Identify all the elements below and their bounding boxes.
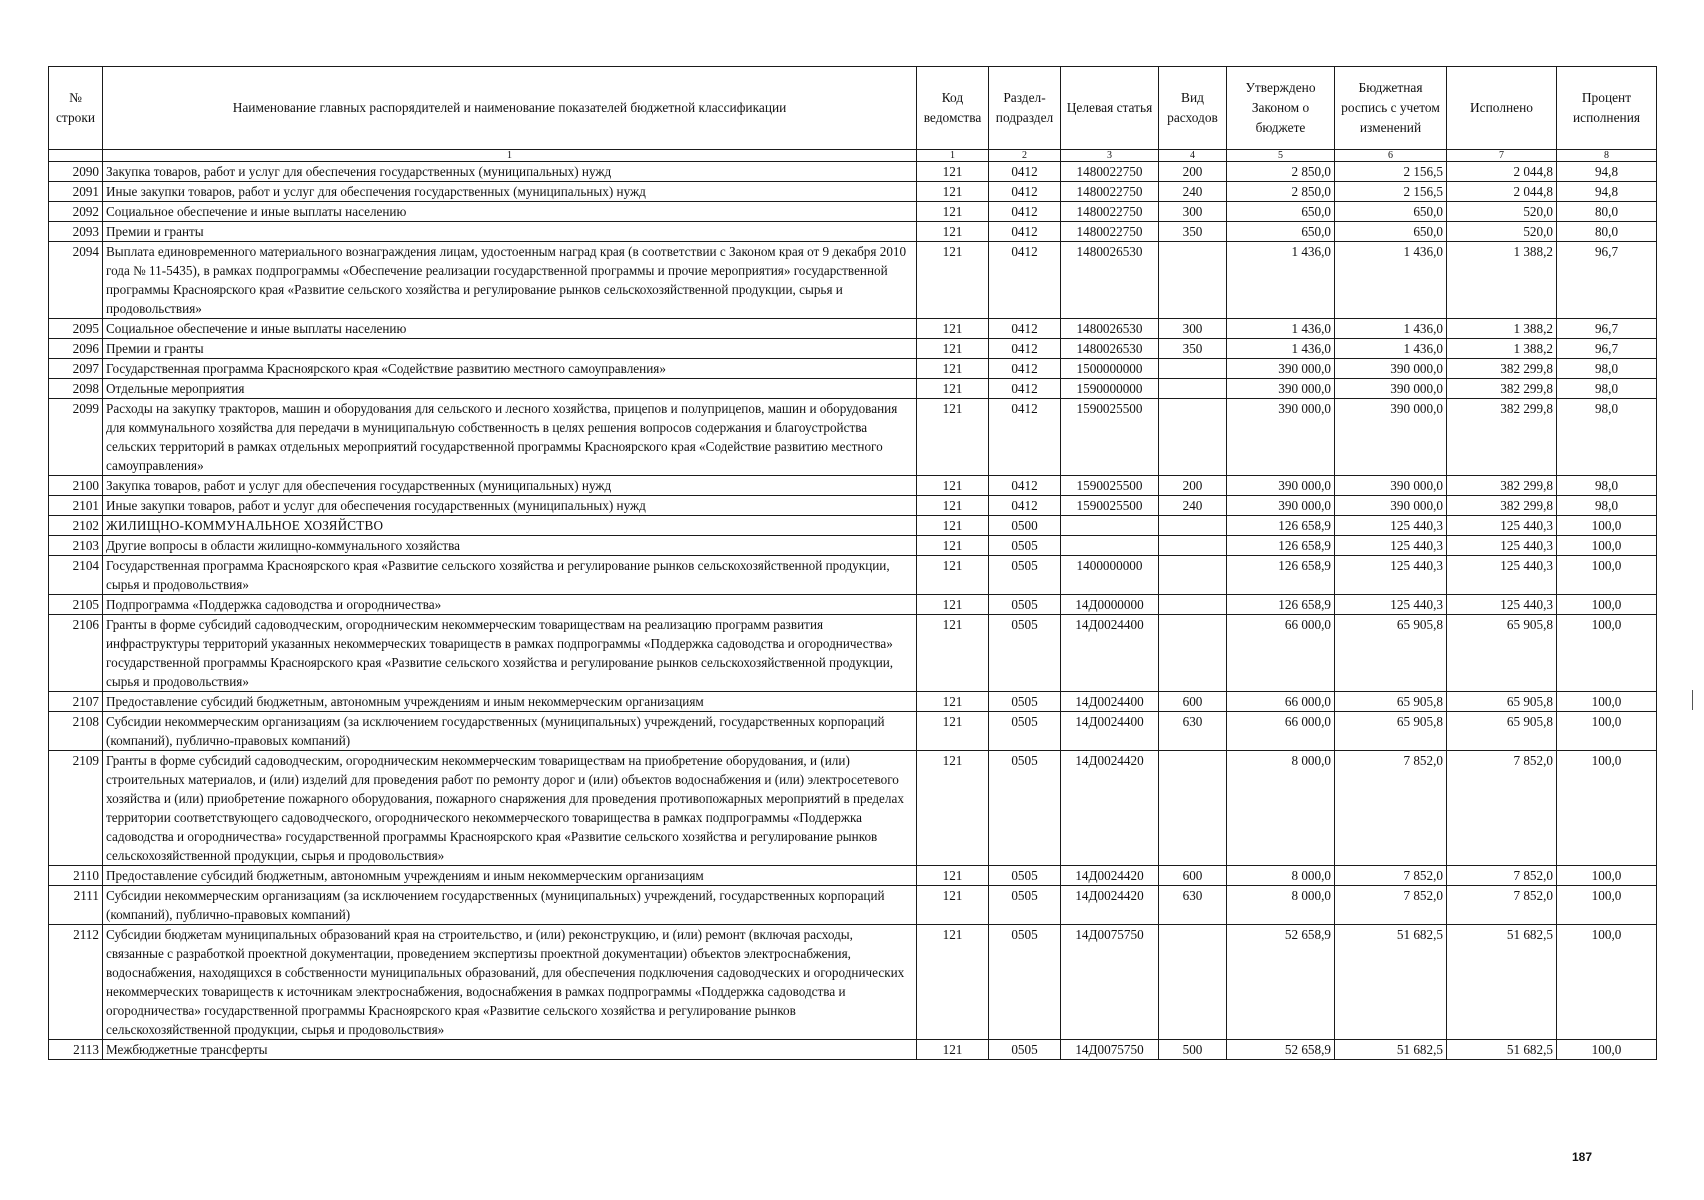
executed-cell: 382 299,8 bbox=[1447, 496, 1557, 516]
margin-mark bbox=[1692, 690, 1693, 710]
target-cell: 1500000000 bbox=[1061, 359, 1159, 379]
expense-type-cell: 600 bbox=[1159, 866, 1227, 886]
approved-cell: 126 658,9 bbox=[1227, 516, 1335, 536]
expense-type-cell: 240 bbox=[1159, 182, 1227, 202]
target-cell bbox=[1061, 516, 1159, 536]
section-cell: 0412 bbox=[989, 379, 1061, 399]
section-cell: 0505 bbox=[989, 886, 1061, 925]
budget-list-cell: 390 000,0 bbox=[1335, 496, 1447, 516]
column-number: 3 bbox=[1061, 150, 1159, 162]
approved-cell: 390 000,0 bbox=[1227, 359, 1335, 379]
column-number: 5 bbox=[1227, 150, 1335, 162]
percent-cell: 98,0 bbox=[1557, 359, 1657, 379]
target-cell: 1480026530 bbox=[1061, 242, 1159, 319]
executed-cell: 382 299,8 bbox=[1447, 359, 1557, 379]
percent-cell: 80,0 bbox=[1557, 202, 1657, 222]
table-row bbox=[49, 339, 1657, 359]
column-number: 4 bbox=[1159, 150, 1227, 162]
table-row bbox=[49, 476, 1657, 496]
target-cell: 14Д0075750 bbox=[1061, 1040, 1159, 1060]
section-cell: 0412 bbox=[989, 222, 1061, 242]
row-number-cell: 2105 bbox=[49, 595, 103, 615]
executed-cell: 125 440,3 bbox=[1447, 516, 1557, 536]
budget-list-cell: 650,0 bbox=[1335, 202, 1447, 222]
budget-list-cell: 1 436,0 bbox=[1335, 242, 1447, 319]
name-cell: Закупка товаров, работ и услуг для обеспечения государственных (муниципальных) нужд bbox=[103, 476, 917, 496]
table-header-row bbox=[49, 67, 1657, 150]
expense-type-cell bbox=[1159, 595, 1227, 615]
table-row bbox=[49, 556, 1657, 595]
target-cell: 14Д0000000 bbox=[1061, 595, 1159, 615]
table-row bbox=[49, 182, 1657, 202]
dept-code-cell: 121 bbox=[917, 712, 989, 751]
row-number-cell: 2100 bbox=[49, 476, 103, 496]
expense-type-cell: 350 bbox=[1159, 222, 1227, 242]
row-number-cell: 2103 bbox=[49, 536, 103, 556]
dept-code-cell: 121 bbox=[917, 886, 989, 925]
executed-cell: 382 299,8 bbox=[1447, 476, 1557, 496]
budget-table bbox=[48, 66, 1657, 1060]
column-number-row bbox=[49, 150, 1657, 162]
executed-cell: 125 440,3 bbox=[1447, 536, 1557, 556]
budget-list-cell: 7 852,0 bbox=[1335, 866, 1447, 886]
executed-cell: 520,0 bbox=[1447, 222, 1557, 242]
percent-cell: 100,0 bbox=[1557, 615, 1657, 692]
budget-list-cell: 1 436,0 bbox=[1335, 339, 1447, 359]
row-number-cell: 2099 bbox=[49, 399, 103, 476]
target-cell: 14Д0024400 bbox=[1061, 712, 1159, 751]
column-number: 8 bbox=[1557, 150, 1657, 162]
expense-type-cell bbox=[1159, 242, 1227, 319]
name-cell: Предоставление субсидий бюджетным, автономным учреждениям и иным некоммерческим организациям bbox=[103, 692, 917, 712]
target-cell: 14Д0024400 bbox=[1061, 692, 1159, 712]
expense-type-cell: 240 bbox=[1159, 496, 1227, 516]
row-number-cell: 2102 bbox=[49, 516, 103, 536]
target-cell: 14Д0024420 bbox=[1061, 886, 1159, 925]
name-cell: Субсидии бюджетам муниципальных образований края на строительство, и (или) реконструкцию, и (или) ремонт (включая расходы, связанные с разработкой проектной документации, проведением экспертизы проектной документации) объектов электроснабжения, водоснабжения, находящихся в собственности муниципальных образований, для обеспечения подключения садоводческих и огороднических некоммерческих товариществ к источникам электроснабжения, водоснабжения в рамках подпрограммы «Поддержка садоводства и огородничества» государственной программы Красноярского края «Развитие сельского хозяйства и регулирование рынков сельскохозяйственной продукции, сырья и продовольствия» bbox=[103, 925, 917, 1040]
row-number-cell: 2101 bbox=[49, 496, 103, 516]
header-executed: Исполнено bbox=[1447, 67, 1557, 150]
executed-cell: 7 852,0 bbox=[1447, 886, 1557, 925]
section-cell: 0412 bbox=[989, 339, 1061, 359]
target-cell: 14Д0024420 bbox=[1061, 866, 1159, 886]
percent-cell: 98,0 bbox=[1557, 476, 1657, 496]
name-cell: Расходы на закупку тракторов, машин и оборудования для сельского и лесного хозяйства, прицепов и полуприцепов, машин и оборудования для коммунального хозяйства для передачи в муниципальную собственность в целях решения вопросов содержания и благоустройства сельских территорий в рамках отдельных мероприятий государственной программы Красноярского края «Содействие развитию местного самоуправления» bbox=[103, 399, 917, 476]
section-cell: 0505 bbox=[989, 1040, 1061, 1060]
name-cell: Гранты в форме субсидий садоводческим, огородническим некоммерческим товариществам на приобретение оборудования, и (или) строительных материалов, и (или) изделий для проведения работ по ремонту дорог и (или) объектов водоснабжения и (или) электросетевого хозяйства и (или) приобретение пожарного оборудования, пожарного снаряжения для проведения противопожарных мероприятий в пределах территории соответствующего садоводческого, огороднического некоммерческого товарищества в рамках подпрограммы «Поддержка садоводства и огородничества» государственной программы Красноярского края «Развитие сельского хозяйства и регулирование рынков сельскохозяйственной продукции, сырья и продовольствия» bbox=[103, 751, 917, 866]
expense-type-cell: 500 bbox=[1159, 1040, 1227, 1060]
percent-cell: 80,0 bbox=[1557, 222, 1657, 242]
percent-cell: 100,0 bbox=[1557, 925, 1657, 1040]
section-cell: 0412 bbox=[989, 242, 1061, 319]
budget-list-cell: 65 905,8 bbox=[1335, 712, 1447, 751]
percent-cell: 96,7 bbox=[1557, 339, 1657, 359]
section-cell: 0505 bbox=[989, 595, 1061, 615]
table-row bbox=[49, 516, 1657, 536]
percent-cell: 100,0 bbox=[1557, 1040, 1657, 1060]
target-cell: 1480022750 bbox=[1061, 162, 1159, 182]
expense-type-cell bbox=[1159, 516, 1227, 536]
budget-list-cell: 51 682,5 bbox=[1335, 925, 1447, 1040]
approved-cell: 8 000,0 bbox=[1227, 751, 1335, 866]
expense-type-cell bbox=[1159, 379, 1227, 399]
table-row bbox=[49, 202, 1657, 222]
dept-code-cell: 121 bbox=[917, 536, 989, 556]
executed-cell: 382 299,8 bbox=[1447, 379, 1557, 399]
column-number: 2 bbox=[989, 150, 1061, 162]
approved-cell: 650,0 bbox=[1227, 222, 1335, 242]
header-row-number: № строки bbox=[49, 67, 103, 150]
target-cell: 1480026530 bbox=[1061, 319, 1159, 339]
approved-cell: 52 658,9 bbox=[1227, 925, 1335, 1040]
dept-code-cell: 121 bbox=[917, 866, 989, 886]
target-cell: 1480022750 bbox=[1061, 222, 1159, 242]
expense-type-cell: 350 bbox=[1159, 339, 1227, 359]
name-cell: Субсидии некоммерческим организациям (за исключением государственных (муниципальных) учреждений, государственных корпораций (компаний), публично-правовых компаний) bbox=[103, 886, 917, 925]
percent-cell: 100,0 bbox=[1557, 516, 1657, 536]
expense-type-cell: 300 bbox=[1159, 202, 1227, 222]
expense-type-cell: 300 bbox=[1159, 319, 1227, 339]
row-number-cell: 2109 bbox=[49, 751, 103, 866]
section-cell: 0412 bbox=[989, 496, 1061, 516]
budget-list-cell: 65 905,8 bbox=[1335, 615, 1447, 692]
name-cell: Премии и гранты bbox=[103, 339, 917, 359]
dept-code-cell: 121 bbox=[917, 751, 989, 866]
executed-cell: 520,0 bbox=[1447, 202, 1557, 222]
target-cell: 1480022750 bbox=[1061, 202, 1159, 222]
percent-cell: 100,0 bbox=[1557, 712, 1657, 751]
row-number-cell: 2111 bbox=[49, 886, 103, 925]
row-number-cell: 2092 bbox=[49, 202, 103, 222]
expense-type-cell: 200 bbox=[1159, 476, 1227, 496]
section-cell: 0412 bbox=[989, 359, 1061, 379]
table-row bbox=[49, 242, 1657, 319]
column-number: 7 bbox=[1447, 150, 1557, 162]
dept-code-cell: 121 bbox=[917, 556, 989, 595]
executed-cell: 65 905,8 bbox=[1447, 692, 1557, 712]
row-number-cell: 2098 bbox=[49, 379, 103, 399]
name-cell: Выплата единовременного материального вознаграждения лицам, удостоенным наград края (в соответствии с Законом края от 9 декабря 2010 года № 11-5435), в рамках подпрограммы «Обеспечение реализации государственной программы и прочие мероприятия» государственной программы Красноярского края «Развитие сельского хозяйства и регулирование рынков сельскохозяйственной продукции, сырья и продовольствия» bbox=[103, 242, 917, 319]
expense-type-cell: 630 bbox=[1159, 886, 1227, 925]
table-row bbox=[49, 886, 1657, 925]
dept-code-cell: 121 bbox=[917, 242, 989, 319]
table-row bbox=[49, 379, 1657, 399]
section-cell: 0505 bbox=[989, 866, 1061, 886]
executed-cell: 1 388,2 bbox=[1447, 242, 1557, 319]
name-cell: Отдельные мероприятия bbox=[103, 379, 917, 399]
expense-type-cell: 630 bbox=[1159, 712, 1227, 751]
executed-cell: 7 852,0 bbox=[1447, 866, 1557, 886]
percent-cell: 100,0 bbox=[1557, 751, 1657, 866]
row-number-cell: 2094 bbox=[49, 242, 103, 319]
section-cell: 0412 bbox=[989, 476, 1061, 496]
target-cell bbox=[1061, 536, 1159, 556]
row-number-cell: 2090 bbox=[49, 162, 103, 182]
dept-code-cell: 121 bbox=[917, 222, 989, 242]
table-row bbox=[49, 751, 1657, 866]
budget-list-cell: 390 000,0 bbox=[1335, 379, 1447, 399]
row-number-cell: 2096 bbox=[49, 339, 103, 359]
section-cell: 0505 bbox=[989, 556, 1061, 595]
name-cell: Закупка товаров, работ и услуг для обеспечения государственных (муниципальных) нужд bbox=[103, 162, 917, 182]
percent-cell: 94,8 bbox=[1557, 182, 1657, 202]
target-cell: 14Д0024420 bbox=[1061, 751, 1159, 866]
page-number: 187 bbox=[1572, 1150, 1593, 1164]
name-cell: Субсидии некоммерческим организациям (за исключением государственных (муниципальных) учреждений, государственных корпораций (компаний), публично-правовых компаний) bbox=[103, 712, 917, 751]
target-cell: 1590025500 bbox=[1061, 496, 1159, 516]
budget-list-cell: 65 905,8 bbox=[1335, 692, 1447, 712]
approved-cell: 126 658,9 bbox=[1227, 595, 1335, 615]
target-cell: 1590000000 bbox=[1061, 379, 1159, 399]
budget-list-cell: 51 682,5 bbox=[1335, 1040, 1447, 1060]
dept-code-cell: 121 bbox=[917, 615, 989, 692]
executed-cell: 125 440,3 bbox=[1447, 556, 1557, 595]
table-row bbox=[49, 712, 1657, 751]
percent-cell: 96,7 bbox=[1557, 242, 1657, 319]
column-number: 1 bbox=[917, 150, 989, 162]
percent-cell: 98,0 bbox=[1557, 496, 1657, 516]
percent-cell: 94,8 bbox=[1557, 162, 1657, 182]
row-number-cell: 2106 bbox=[49, 615, 103, 692]
section-cell: 0505 bbox=[989, 712, 1061, 751]
column-number bbox=[49, 150, 103, 162]
dept-code-cell: 121 bbox=[917, 162, 989, 182]
name-cell: Социальное обеспечение и иные выплаты населению bbox=[103, 319, 917, 339]
approved-cell: 1 436,0 bbox=[1227, 339, 1335, 359]
dept-code-cell: 121 bbox=[917, 925, 989, 1040]
table-row bbox=[49, 1040, 1657, 1060]
row-number-cell: 2110 bbox=[49, 866, 103, 886]
section-cell: 0505 bbox=[989, 615, 1061, 692]
budget-list-cell: 7 852,0 bbox=[1335, 751, 1447, 866]
table-row bbox=[49, 222, 1657, 242]
budget-list-cell: 1 436,0 bbox=[1335, 319, 1447, 339]
section-cell: 0505 bbox=[989, 536, 1061, 556]
target-cell: 14Д0024400 bbox=[1061, 615, 1159, 692]
approved-cell: 66 000,0 bbox=[1227, 692, 1335, 712]
budget-list-cell: 390 000,0 bbox=[1335, 359, 1447, 379]
expense-type-cell bbox=[1159, 536, 1227, 556]
section-cell: 0505 bbox=[989, 925, 1061, 1040]
name-cell: Межбюджетные трансферты bbox=[103, 1040, 917, 1060]
section-cell: 0412 bbox=[989, 202, 1061, 222]
budget-list-cell: 125 440,3 bbox=[1335, 516, 1447, 536]
header-budget-list: Бюджетная роспись с учетом изменений bbox=[1335, 67, 1447, 150]
section-cell: 0412 bbox=[989, 399, 1061, 476]
expense-type-cell bbox=[1159, 751, 1227, 866]
executed-cell: 382 299,8 bbox=[1447, 399, 1557, 476]
name-cell: Гранты в форме субсидий садоводческим, огородническим некоммерческим товариществам на реализацию программ развития инфраструктуры территорий указанных некоммерческих товариществ в рамках подпрограммы «Поддержка садоводства и огородничества» государственной программы Красноярского края «Развитие сельского хозяйства и регулирование рынков сельскохозяйственной продукции, сырья и продовольствия» bbox=[103, 615, 917, 692]
approved-cell: 8 000,0 bbox=[1227, 866, 1335, 886]
expense-type-cell bbox=[1159, 615, 1227, 692]
table-row bbox=[49, 866, 1657, 886]
executed-cell: 51 682,5 bbox=[1447, 925, 1557, 1040]
executed-cell: 2 044,8 bbox=[1447, 182, 1557, 202]
executed-cell: 125 440,3 bbox=[1447, 595, 1557, 615]
dept-code-cell: 121 bbox=[917, 692, 989, 712]
column-number: 1 bbox=[103, 150, 917, 162]
percent-cell: 100,0 bbox=[1557, 866, 1657, 886]
row-number-cell: 2093 bbox=[49, 222, 103, 242]
table-row bbox=[49, 319, 1657, 339]
executed-cell: 65 905,8 bbox=[1447, 712, 1557, 751]
approved-cell: 8 000,0 bbox=[1227, 886, 1335, 925]
name-cell: Другие вопросы в области жилищно-коммунального хозяйства bbox=[103, 536, 917, 556]
executed-cell: 1 388,2 bbox=[1447, 319, 1557, 339]
approved-cell: 1 436,0 bbox=[1227, 319, 1335, 339]
percent-cell: 100,0 bbox=[1557, 556, 1657, 595]
executed-cell: 7 852,0 bbox=[1447, 751, 1557, 866]
approved-cell: 390 000,0 bbox=[1227, 476, 1335, 496]
table-row bbox=[49, 925, 1657, 1040]
row-number-cell: 2112 bbox=[49, 925, 103, 1040]
row-number-cell: 2108 bbox=[49, 712, 103, 751]
dept-code-cell: 121 bbox=[917, 359, 989, 379]
row-number-cell: 2104 bbox=[49, 556, 103, 595]
budget-sheet bbox=[48, 66, 1657, 1060]
dept-code-cell: 121 bbox=[917, 476, 989, 496]
header-dept-code: Код ведомства bbox=[917, 67, 989, 150]
header-target: Целевая статья bbox=[1061, 67, 1159, 150]
section-cell: 0412 bbox=[989, 319, 1061, 339]
approved-cell: 390 000,0 bbox=[1227, 399, 1335, 476]
table-row bbox=[49, 162, 1657, 182]
row-number-cell: 2107 bbox=[49, 692, 103, 712]
section-cell: 0412 bbox=[989, 162, 1061, 182]
approved-cell: 1 436,0 bbox=[1227, 242, 1335, 319]
dept-code-cell: 121 bbox=[917, 379, 989, 399]
row-number-cell: 2097 bbox=[49, 359, 103, 379]
target-cell: 1480022750 bbox=[1061, 182, 1159, 202]
header-percent: Процент исполнения bbox=[1557, 67, 1657, 150]
row-number-cell: 2095 bbox=[49, 319, 103, 339]
section-cell: 0500 bbox=[989, 516, 1061, 536]
budget-list-cell: 7 852,0 bbox=[1335, 886, 1447, 925]
table-row bbox=[49, 692, 1657, 712]
percent-cell: 100,0 bbox=[1557, 536, 1657, 556]
budget-list-cell: 125 440,3 bbox=[1335, 536, 1447, 556]
approved-cell: 66 000,0 bbox=[1227, 615, 1335, 692]
executed-cell: 51 682,5 bbox=[1447, 1040, 1557, 1060]
executed-cell: 65 905,8 bbox=[1447, 615, 1557, 692]
approved-cell: 52 658,9 bbox=[1227, 1040, 1335, 1060]
percent-cell: 96,7 bbox=[1557, 319, 1657, 339]
name-cell: Премии и гранты bbox=[103, 222, 917, 242]
row-number-cell: 2113 bbox=[49, 1040, 103, 1060]
approved-cell: 66 000,0 bbox=[1227, 712, 1335, 751]
budget-list-cell: 390 000,0 bbox=[1335, 399, 1447, 476]
expense-type-cell bbox=[1159, 399, 1227, 476]
target-cell: 14Д0075750 bbox=[1061, 925, 1159, 1040]
percent-cell: 98,0 bbox=[1557, 379, 1657, 399]
budget-list-cell: 125 440,3 bbox=[1335, 556, 1447, 595]
dept-code-cell: 121 bbox=[917, 516, 989, 536]
dept-code-cell: 121 bbox=[917, 202, 989, 222]
table-row bbox=[49, 595, 1657, 615]
target-cell: 1590025500 bbox=[1061, 399, 1159, 476]
expense-type-cell bbox=[1159, 359, 1227, 379]
expense-type-cell bbox=[1159, 925, 1227, 1040]
table-row bbox=[49, 399, 1657, 476]
percent-cell: 98,0 bbox=[1557, 399, 1657, 476]
expense-type-cell: 200 bbox=[1159, 162, 1227, 182]
table-body bbox=[49, 162, 1657, 1060]
budget-list-cell: 125 440,3 bbox=[1335, 595, 1447, 615]
target-cell: 1480026530 bbox=[1061, 339, 1159, 359]
name-cell: Иные закупки товаров, работ и услуг для обеспечения государственных (муниципальных) нужд bbox=[103, 182, 917, 202]
dept-code-cell: 121 bbox=[917, 1040, 989, 1060]
name-cell: Предоставление субсидий бюджетным, автономным учреждениям и иным некоммерческим организациям bbox=[103, 866, 917, 886]
section-cell: 0505 bbox=[989, 692, 1061, 712]
name-cell: Социальное обеспечение и иные выплаты населению bbox=[103, 202, 917, 222]
header-section: Раздел-подраздел bbox=[989, 67, 1061, 150]
column-number: 6 bbox=[1335, 150, 1447, 162]
approved-cell: 2 850,0 bbox=[1227, 182, 1335, 202]
table-row bbox=[49, 615, 1657, 692]
dept-code-cell: 121 bbox=[917, 319, 989, 339]
name-cell: Иные закупки товаров, работ и услуг для обеспечения государственных (муниципальных) нужд bbox=[103, 496, 917, 516]
section-cell: 0412 bbox=[989, 182, 1061, 202]
header-expense-type: Вид расходов bbox=[1159, 67, 1227, 150]
percent-cell: 100,0 bbox=[1557, 595, 1657, 615]
percent-cell: 100,0 bbox=[1557, 692, 1657, 712]
target-cell: 1590025500 bbox=[1061, 476, 1159, 496]
section-cell: 0505 bbox=[989, 751, 1061, 866]
approved-cell: 126 658,9 bbox=[1227, 536, 1335, 556]
budget-list-cell: 650,0 bbox=[1335, 222, 1447, 242]
executed-cell: 1 388,2 bbox=[1447, 339, 1557, 359]
name-cell: Подпрограмма «Поддержка садоводства и огородничества» bbox=[103, 595, 917, 615]
expense-type-cell: 600 bbox=[1159, 692, 1227, 712]
approved-cell: 650,0 bbox=[1227, 202, 1335, 222]
row-number-cell: 2091 bbox=[49, 182, 103, 202]
dept-code-cell: 121 bbox=[917, 182, 989, 202]
budget-list-cell: 2 156,5 bbox=[1335, 162, 1447, 182]
table-row bbox=[49, 496, 1657, 516]
target-cell: 1400000000 bbox=[1061, 556, 1159, 595]
header-approved: Утверждено Законом о бюджете bbox=[1227, 67, 1335, 150]
expense-type-cell bbox=[1159, 556, 1227, 595]
name-cell: ЖИЛИЩНО-КОММУНАЛЬНОЕ ХОЗЯЙСТВО bbox=[103, 516, 917, 536]
name-cell: Государственная программа Красноярского края «Развитие сельского хозяйства и регулирование рынков сельскохозяйственной продукции, сырья и продовольствия» bbox=[103, 556, 917, 595]
header-name: Наименование главных распорядителей и наименование показателей бюджетной классификации bbox=[103, 67, 917, 150]
dept-code-cell: 121 bbox=[917, 496, 989, 516]
approved-cell: 126 658,9 bbox=[1227, 556, 1335, 595]
executed-cell: 2 044,8 bbox=[1447, 162, 1557, 182]
table-row bbox=[49, 536, 1657, 556]
budget-list-cell: 2 156,5 bbox=[1335, 182, 1447, 202]
budget-list-cell: 390 000,0 bbox=[1335, 476, 1447, 496]
table-row bbox=[49, 359, 1657, 379]
dept-code-cell: 121 bbox=[917, 399, 989, 476]
approved-cell: 2 850,0 bbox=[1227, 162, 1335, 182]
name-cell: Государственная программа Красноярского края «Содействие развитию местного самоуправления» bbox=[103, 359, 917, 379]
approved-cell: 390 000,0 bbox=[1227, 379, 1335, 399]
dept-code-cell: 121 bbox=[917, 595, 989, 615]
percent-cell: 100,0 bbox=[1557, 886, 1657, 925]
approved-cell: 390 000,0 bbox=[1227, 496, 1335, 516]
dept-code-cell: 121 bbox=[917, 339, 989, 359]
